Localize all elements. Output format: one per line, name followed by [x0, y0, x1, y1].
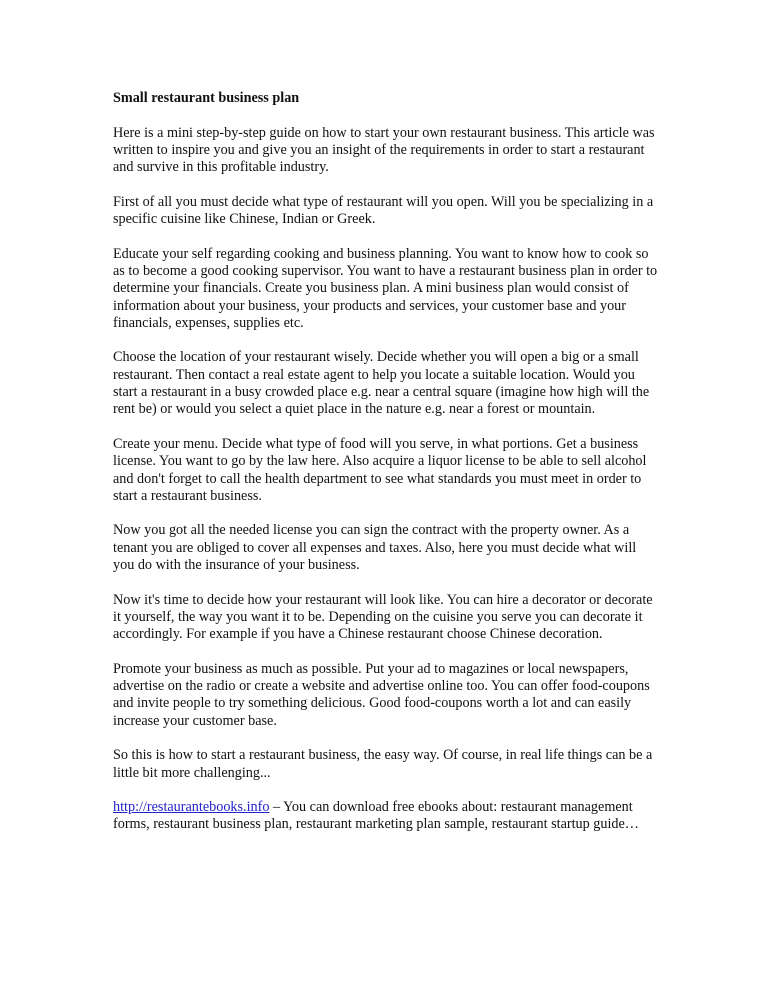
- paragraph-location: Choose the location of your restaurant wisely. Decide whether you will open a big or a small restaurant. Then contact a real estate agent to help you locate a suitable location. Would you start a restaurant in a busy crowded place e.g. near a central square (imagine how high will the rent be) or would you select a quiet place in the nature e.g. near a forest or mountain.: [113, 349, 650, 418]
- document-body: [113, 90, 658, 851]
- paragraph-promotion: Promote your business as much as possible. Put your ad to magazines or local newspapers, advertise on the radio or create a website and advertise online too. You can offer food-coupons and invite people to try something delicious. Good food-coupons worth a lot and can easily increase your customer base.: [113, 660, 650, 729]
- document-title: Small restaurant business plan: [113, 90, 300, 106]
- paragraph-restaurant-type: First of all you must decide what type of restaurant will you open. Will you be specializing in a specific cuisine like Chinese, Indian or Greek.: [113, 193, 654, 228]
- paragraph-decoration: Now it's time to decide how your restaurant will look like. You can hire a decorator or decorate it yourself, the way you want it to be. Depending on the cuisine you serve you can decorate it accordingly. For example if you have a Chinese restaurant choose Chinese decoration.: [113, 591, 653, 643]
- footer-text: – You can download free ebooks about: restaurant management forms, restaurant business plan, restaurant marketing plan sample, restaurant startup guide…: [113, 799, 639, 833]
- paragraph-contract: Now you got all the needed license you can sign the contract with the property owner. As a tenant you are obliged to cover all expenses and taxes. Also, here you must decide what will you do with the insurance of your business.: [113, 522, 637, 574]
- paragraph-conclusion: So this is how to start a restaurant business, the easy way. Of course, in real life things can be a little bit more challenging...: [113, 747, 653, 781]
- ebooks-link[interactable]: http://restaurantebooks.info: [113, 799, 270, 816]
- paragraph-menu-license: Create your menu. Decide what type of food will you serve, in what portions. Get a business license. You want to go by the law here. Also acquire a liquor license to be able to sell alcohol and don't forget to call the health department to see what standards you must meet in order to start a restaurant business.: [113, 435, 647, 504]
- paragraph-footer: [113, 799, 658, 834]
- paragraph-intro: Here is a mini step-by-step guide on how to start your own restaurant business. This article was written to inspire you and give you an insight of the requirements in order to start a restaurant and survive in this profitable industry.: [113, 124, 655, 176]
- paragraph-education: Educate your self regarding cooking and business planning. You want to know how to cook so as to become a good cooking supervisor. You want to have a restaurant business plan in order to determine your financials. Create you business plan. A mini business plan would consist of information about your business, your products and services, your customer base and your financials, expenses, supplies etc.: [113, 245, 658, 331]
